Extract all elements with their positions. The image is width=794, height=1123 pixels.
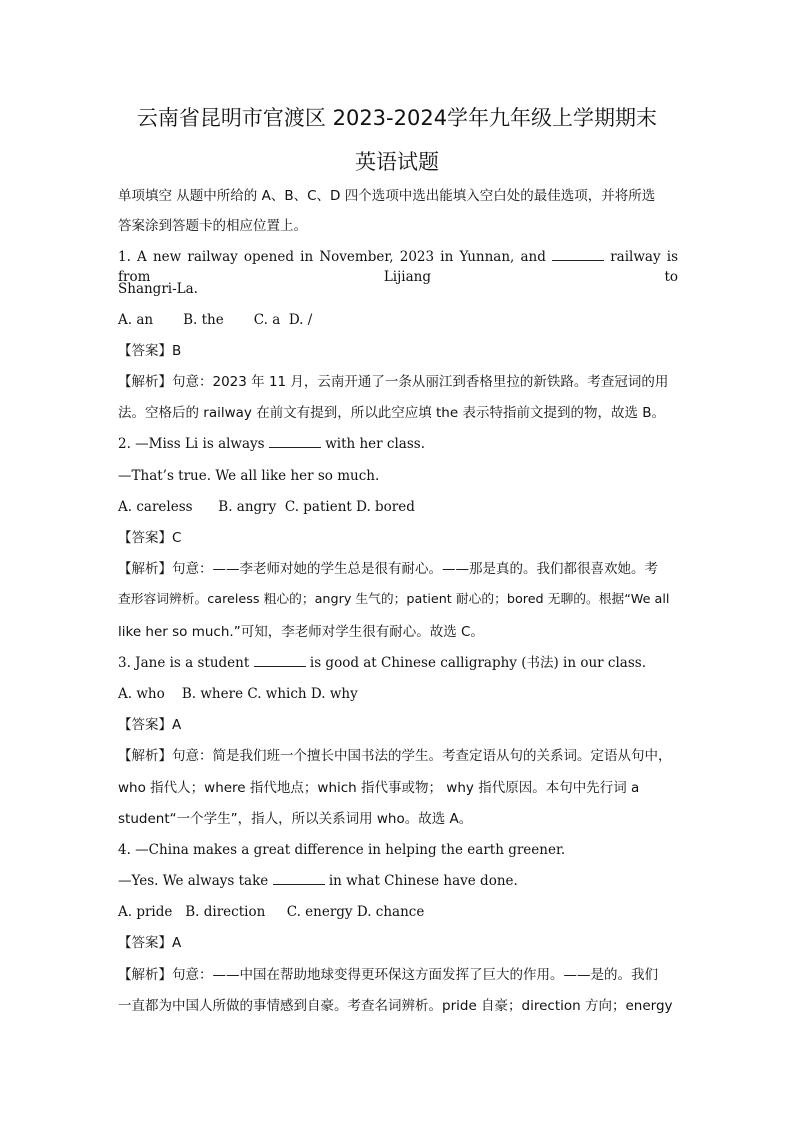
q3-analysis-line3: student“一个学生”，指人，所以关系词用 who。故选 A。 [118, 811, 473, 827]
q2-answer: 【答案】C [118, 530, 182, 546]
section-instructions-line1: 单项填空 从题中所给的 A、B、C、D 四个选项中选出能填入空白处的最佳选项，并将所选 [118, 188, 656, 204]
q1-stem-part-a: 1. A new railway opened in November, 2023 in Yunnan, and [118, 249, 546, 265]
q2-analysis-line2: 查形容词辨析。careless 粗心的；angry 生气的；patient 耐心的；bored 无聊的。根据“We all [118, 592, 670, 607]
q2-blank [269, 435, 321, 448]
q1-analysis-line1: 【解析】句意：2023 年 11 月，云南开通了一条从丽江到香格里拉的新铁路。考查冠词的用 [118, 374, 669, 390]
q4-analysis-line1: 【解析】句意：——中国在帮助地球变得更环保这方面发挥了巨大的作用。——是的。我们 [118, 967, 658, 983]
q2-stem-part-a: 2. —Miss Li is always [118, 436, 265, 452]
q2-analysis-line3: like her so much.”可知，李老师对学生很有耐心。故选 C。 [118, 624, 484, 640]
q2-reply: —That’s true. We all like her so much. [118, 468, 380, 484]
doc-title-line2: 英语试题 [355, 150, 439, 174]
q4-blank [273, 872, 325, 885]
q3-stem-part-b: is good at Chinese calligraphy (书法) in our class. [309, 655, 646, 671]
q2-analysis-line1: 【解析】句意：——李老师对她的学生总是很有耐心。——那是真的。我们都很喜欢她。考 [118, 561, 658, 577]
section-instructions-line2: 答案涂到答题卡的相应位置上。 [118, 218, 307, 234]
q1-analysis-line2: 法。空格后的 railway 在前文有提到，所以此空应填 the 表示特指前文提到的物，故选 B。 [118, 405, 665, 421]
q1-stem-line2: Shangri-La. [118, 281, 198, 297]
q4-analysis-line2: 一直都为中国人所做的事情感到自豪。考查名词辨析。pride 自豪；direction 方向；energy [118, 998, 673, 1014]
q4-reply [118, 871, 678, 891]
q4-options: A. pride B. direction C. energy D. chance [118, 904, 425, 920]
doc-title-line1: 云南省昆明市官渡区 2023-2024学年九年级上学期期末 [136, 106, 658, 130]
q3-blank [254, 654, 306, 667]
q1-blank [552, 248, 604, 261]
q1-answer: 【答案】B [118, 343, 182, 359]
q2-stem-part-b: with her class. [325, 436, 425, 452]
q3-stem [118, 653, 678, 673]
q1-stem-part-b: railway is from Lijiang to [118, 249, 678, 285]
q4-reply-part-a: —Yes. We always take [118, 873, 269, 889]
q4-answer: 【答案】A [118, 935, 182, 951]
q3-answer: 【答案】A [118, 717, 182, 733]
q3-analysis-line1: 【解析】句意：简是我们班一个擅长中国书法的学生。考查定语从句的关系词。定语从句中， [118, 748, 672, 764]
q4-stem: 4. —China makes a great difference in helping the earth greener. [118, 842, 566, 858]
q1-options: A. an B. the C. a D. / [118, 312, 313, 328]
q3-analysis-line2: who 指代人；where 指代地点；which 指代事或物； why 指代原因。本句中先行词 a [118, 780, 640, 796]
q3-stem-part-a: 3. Jane is a student [118, 655, 250, 671]
q2-options: A. careless B. angry C. patient D. bored [118, 499, 415, 515]
q3-options: A. who B. where C. which D. why [118, 686, 358, 702]
q4-reply-part-b: in what Chinese have done. [328, 873, 518, 889]
q2-stem [118, 434, 678, 454]
